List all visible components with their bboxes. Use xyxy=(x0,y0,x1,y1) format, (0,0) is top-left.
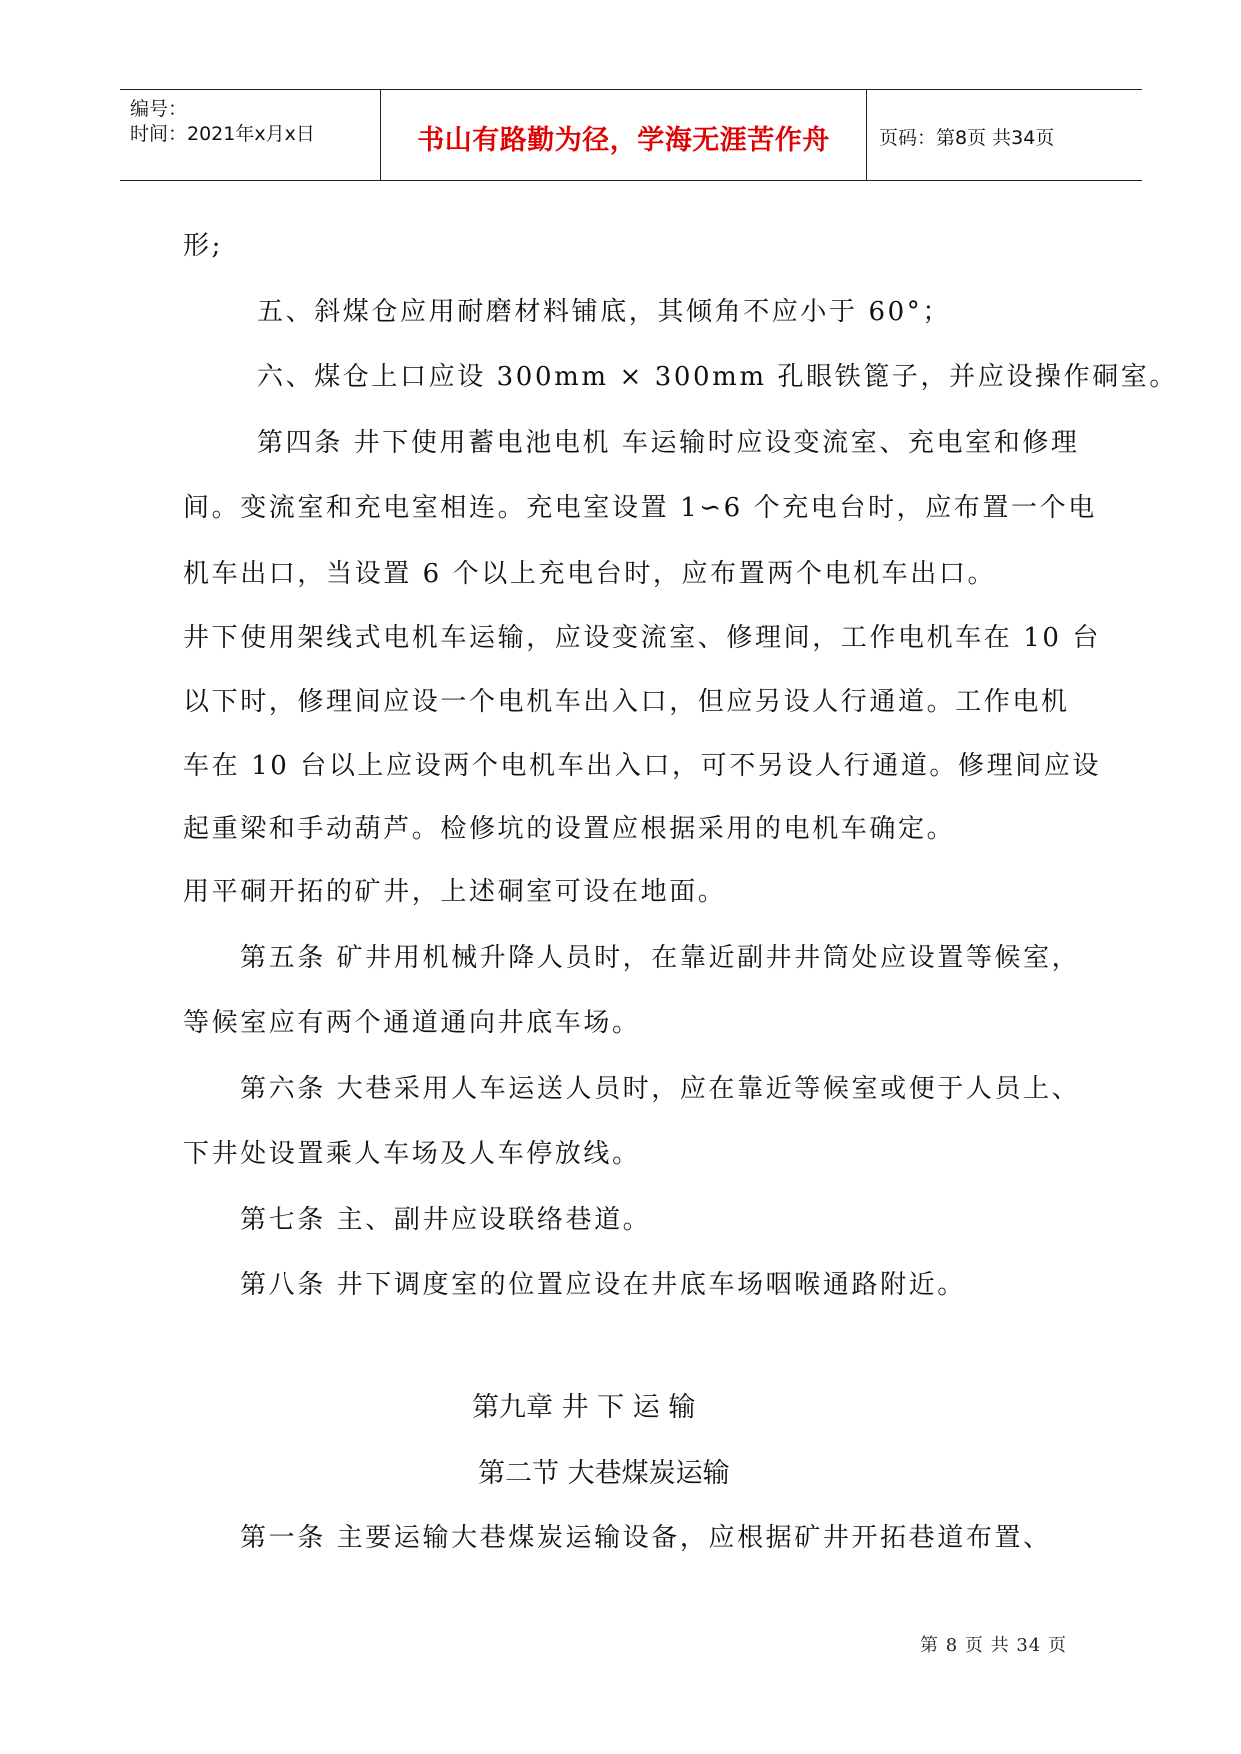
body-line: 第六条 大巷采用人车运送人员时，应在靠近等候室或便于人员上、 xyxy=(240,1074,1081,1104)
body-line: 用平硐开拓的矿井，上述硐室可设在地面。 xyxy=(183,877,727,907)
body-line: 起重梁和手动葫芦。检修坑的设置应根据采用的电机车确定。 xyxy=(183,814,956,844)
body-line: 第八条 井下调度室的位置应设在井底车场咽喉通路附近。 xyxy=(240,1270,966,1300)
body-line: 第一条 主要运输大巷煤炭运输设备，应根据矿井开拓巷道布置、 xyxy=(240,1523,1052,1553)
body-line: 形; xyxy=(183,231,223,261)
body-line: 第七条 主、副井应设联络巷道。 xyxy=(240,1205,652,1235)
chapter-heading: 第九章 井 下 运 输 xyxy=(472,1392,696,1423)
header-table xyxy=(120,89,1142,181)
body-line: 第五条 矿井用机械升降人员时，在靠近副井井筒处应设置等候室， xyxy=(240,943,1081,973)
body-line: 车在 10 台以上应设两个电机车出入口，可不另设人行通道。修理间应设 xyxy=(183,751,1102,781)
header-motto-cell xyxy=(380,90,867,180)
header-info-cell xyxy=(120,90,380,180)
body-line: 井下使用架线式电机车运输，应设变流室、修理间，工作电机车在 10 台 xyxy=(183,623,1102,653)
header-page-code: 页码：第8页 共34页 xyxy=(879,127,1055,149)
body-line: 第四条 井下使用蓄电池电机 车运输时应设变流室、充电室和修理 xyxy=(257,428,1080,458)
header-motto: 书山有路勤为径，学海无涯苦作舟 xyxy=(417,125,830,156)
body-line: 下井处设置乘人车场及人车停放线。 xyxy=(183,1139,641,1169)
body-line: 以下时，修理间应设一个电机车出入口，但应另设人行通道。工作电机 xyxy=(183,687,1070,717)
section-heading: 第二节 大巷煤炭运输 xyxy=(478,1458,730,1489)
header-page-cell xyxy=(867,90,1142,180)
body-line: 等候室应有两个通道通向井底车场。 xyxy=(183,1008,641,1038)
document-time-label: 时间：2021年x月x日 xyxy=(130,123,315,145)
body-line: 间。变流室和充电室相连。充电室设置 1∽6 个充电台时，应布置一个电 xyxy=(183,493,1097,523)
body-line: 六、煤仓上口应设 300mm × 300mm 孔眼铁篦子，并应设操作硐室。 xyxy=(257,362,1178,392)
document-number-label: 编号： xyxy=(130,98,188,120)
body-line: 机车出口，当设置 6 个以上充电台时，应布置两个电机车出口。 xyxy=(183,559,997,589)
footer-page-info: 第 8 页 共 34 页 xyxy=(920,1635,1067,1656)
body-line: 五、斜煤仓应用耐磨材料铺底，其倾角不应小于 60°； xyxy=(257,297,951,327)
